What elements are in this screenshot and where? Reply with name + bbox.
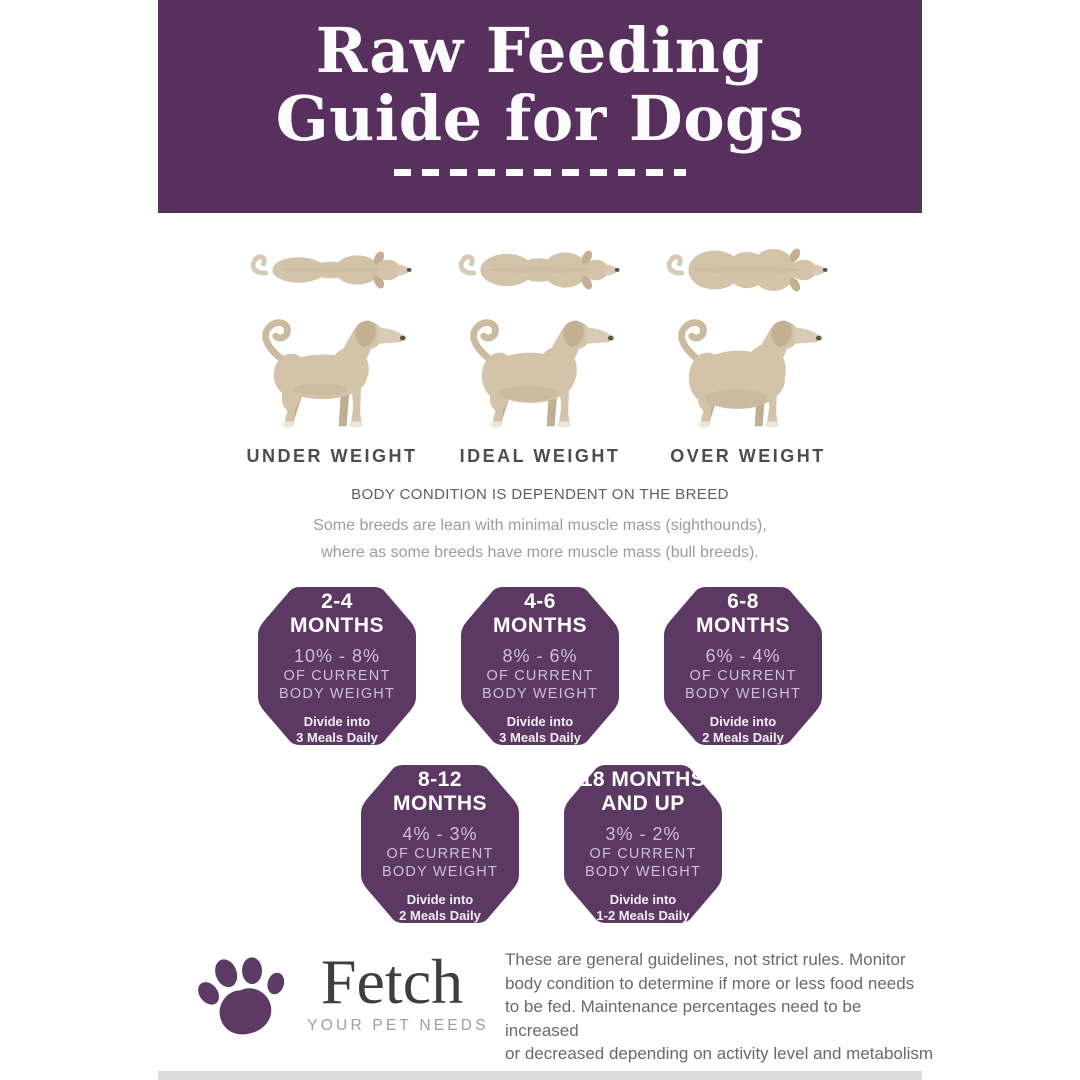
guidelines-note-line: to be fed. Maintenance percentages need to be increased — [505, 997, 862, 1040]
badge-divide-into: Divide into — [303, 713, 371, 729]
breed-note-title: BODY CONDITION IS DEPENDENT ON THE BREED — [351, 486, 729, 503]
badge-age-range: 8-12 — [417, 767, 463, 791]
badge-meals-daily: 3 Meals Daily — [296, 730, 378, 745]
badge-percentage: 4% - 3% — [402, 823, 478, 844]
guidelines-note-line: These are general guidelines, not strict rules. Monitor — [505, 950, 906, 969]
badge-body-weight: BODY WEIGHT — [684, 685, 802, 702]
badge-age-range: 2-4 — [321, 589, 353, 613]
overweight-label: OVER WEIGHT — [670, 446, 826, 466]
breed-note-subtitle — [0, 512, 1080, 566]
badge-age-unit: MONTHS — [290, 613, 384, 637]
brand-tagline: YOUR PET NEEDS — [307, 1017, 489, 1034]
badge-body-weight: BODY WEIGHT — [584, 863, 702, 880]
breed-note-line1: Some breeds are lean with minimal muscle mass (sighthounds), — [313, 517, 767, 534]
badge-percentage: 6% - 4% — [705, 645, 781, 666]
weight-condition-underweight — [243, 238, 421, 467]
badge-body-weight: BODY WEIGHT — [481, 685, 599, 702]
paw-print-icon — [190, 948, 296, 1048]
badge-age-range: 4-6 — [524, 589, 556, 613]
badge-8-12-months — [359, 763, 521, 925]
ideal-weight-label: IDEAL WEIGHT — [459, 446, 621, 466]
poster-title-line2: Guide for Dogs — [275, 82, 805, 155]
badge-meals-daily: 1-2 Meals Daily — [596, 908, 690, 923]
guidelines-note — [505, 948, 935, 1080]
badge-2-4-months — [256, 585, 418, 747]
bottom-edge-bar — [158, 1071, 922, 1080]
badge-percentage: 8% - 6% — [502, 645, 578, 666]
badge-divide-into: Divide into — [506, 713, 574, 729]
overweight-dog-top-view-illustration — [664, 238, 832, 302]
badge-divide-into: Divide into — [709, 713, 777, 729]
badge-of-current: OF CURRENT — [283, 667, 391, 684]
guidelines-note-line: body condition to determine if more or less food needs — [505, 973, 915, 993]
guidelines-note-line: or decreased depending on activity level and metabolism — [505, 1044, 934, 1064]
poster-title-line1: Raw Feeding — [315, 14, 765, 87]
overweight-dog-side-view-illustration — [664, 308, 832, 436]
badge-age-unit: MONTHS — [393, 791, 487, 815]
badge-percentage: 3% - 2% — [605, 823, 681, 844]
ideal-weight-dog-top-view-illustration — [456, 238, 624, 302]
badge-age-unit: MONTHS — [493, 613, 587, 637]
badge-meals-daily: 3 Meals Daily — [499, 730, 581, 745]
brand-block — [294, 948, 490, 1035]
badge-age-unit: MONTHS — [696, 613, 790, 637]
dashed-divider — [394, 169, 686, 176]
underweight-dog-side-view-illustration — [248, 308, 416, 436]
ideal-weight-dog-side-view-illustration — [456, 308, 624, 436]
header-banner — [158, 0, 922, 213]
badge-percentage: 10% - 8% — [293, 645, 381, 666]
badge-18-months-and-up — [562, 763, 724, 925]
breed-note-line2: where as some breeds have more muscle mass (bull breeds). — [321, 544, 759, 561]
poster-title — [158, 0, 922, 153]
badge-divide-into: Divide into — [609, 891, 677, 907]
weight-condition-overweight — [659, 238, 837, 467]
badge-of-current: OF CURRENT — [589, 845, 697, 862]
badge-age-unit: AND UP — [601, 791, 685, 815]
underweight-label: UNDER WEIGHT — [246, 446, 418, 466]
weight-condition-row — [158, 238, 922, 467]
badge-body-weight: BODY WEIGHT — [278, 685, 396, 702]
badge-age-range: 6-8 — [727, 589, 759, 613]
badge-6-8-months — [662, 585, 824, 747]
badge-4-6-months — [459, 585, 621, 747]
badge-body-weight: BODY WEIGHT — [381, 863, 499, 880]
underweight-dog-top-view-illustration — [248, 238, 416, 302]
badge-of-current: OF CURRENT — [386, 845, 494, 862]
badge-divide-into: Divide into — [406, 891, 474, 907]
weight-condition-ideal — [451, 238, 629, 467]
brand-wordmark: Fetch — [320, 946, 464, 1017]
badge-of-current: OF CURRENT — [486, 667, 594, 684]
badge-age-range: 18 MONTHS — [580, 767, 706, 791]
badge-of-current: OF CURRENT — [689, 667, 797, 684]
badge-meals-daily: 2 Meals Daily — [702, 730, 784, 745]
badge-meals-daily: 2 Meals Daily — [399, 908, 481, 923]
